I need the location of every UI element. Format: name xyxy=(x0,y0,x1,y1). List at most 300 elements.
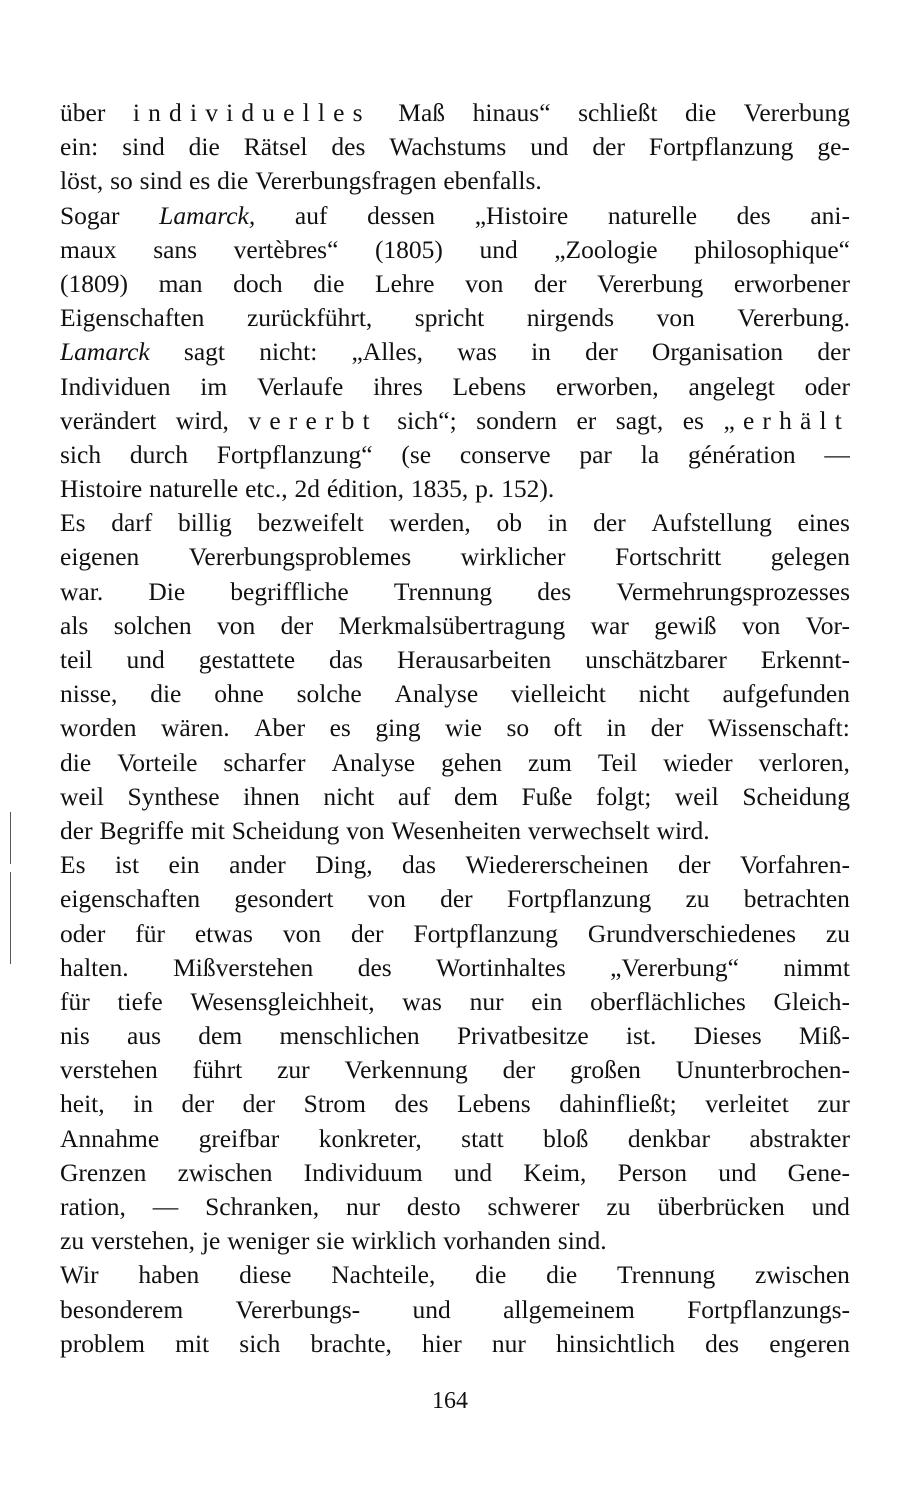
word: Miß- xyxy=(798,1021,850,1051)
word: Fortpflanzung“ xyxy=(216,439,373,469)
word: Fortschritt xyxy=(614,542,722,572)
word: Ununterbrochen- xyxy=(675,1055,850,1085)
text-line xyxy=(60,404,850,438)
word: zu xyxy=(685,884,710,914)
word: verändert xyxy=(60,405,157,435)
word: der xyxy=(650,713,684,743)
word: die xyxy=(546,1260,578,1290)
word: aus xyxy=(127,1021,162,1051)
word: eigenschaften xyxy=(60,884,201,914)
word: Wesensgleichheit, xyxy=(190,986,375,1016)
word: conserve xyxy=(459,439,551,469)
word: Fortpflanzung xyxy=(506,884,652,914)
word: des xyxy=(394,1089,429,1119)
word: Privatbesitze xyxy=(456,1021,589,1051)
word: oberflächliches xyxy=(590,986,746,1016)
word: billig xyxy=(177,508,232,538)
word: ein: xyxy=(60,132,99,162)
word: ist. xyxy=(625,1021,657,1051)
word: halten. xyxy=(60,952,129,982)
word: sagt, xyxy=(615,405,664,435)
word: ein xyxy=(168,850,200,880)
word: Trennung xyxy=(393,576,493,606)
word: der xyxy=(242,1089,276,1119)
word: Keim, xyxy=(523,1157,587,1187)
word: gewiß xyxy=(654,610,717,640)
word: Scheidung xyxy=(742,781,850,811)
word: ani- xyxy=(810,200,850,230)
word: Merkmalsübertragung xyxy=(338,610,566,640)
text-line xyxy=(60,951,850,985)
word: nicht xyxy=(323,781,375,811)
word: verstehen xyxy=(60,1055,158,1085)
word: Annahme xyxy=(60,1123,160,1153)
word: vertèbres“ xyxy=(233,234,339,264)
word: Maß xyxy=(398,98,446,127)
word: Gleich- xyxy=(773,986,850,1016)
word: nis xyxy=(60,1021,90,1051)
word: der xyxy=(502,1055,536,1085)
text-line xyxy=(60,677,850,711)
word: oft xyxy=(553,713,582,743)
word: naturelle xyxy=(607,200,698,230)
word: weil xyxy=(674,781,719,811)
word: Analyse xyxy=(394,679,479,709)
word: der xyxy=(585,337,618,367)
word: des xyxy=(357,952,392,982)
word: verwechselt xyxy=(527,815,650,845)
word: Fortpflanzungs- xyxy=(687,1294,850,1324)
word: Verkennung xyxy=(344,1055,468,1085)
word: erworben, xyxy=(555,371,659,401)
word: 152). xyxy=(501,474,555,504)
text-line xyxy=(60,199,850,233)
word: zwischen xyxy=(755,1260,850,1290)
word: weil xyxy=(60,781,104,811)
word: abstrakter xyxy=(749,1123,850,1153)
word: es xyxy=(682,405,704,435)
word: hinaus“ xyxy=(472,98,551,127)
word: problem xyxy=(60,1328,145,1358)
word: zum xyxy=(527,747,572,777)
word: im xyxy=(200,371,228,401)
word: Analyse xyxy=(331,747,416,777)
text-line xyxy=(60,540,850,574)
word: die xyxy=(313,268,345,298)
text-line xyxy=(60,814,850,848)
word: in xyxy=(547,508,568,538)
word: (se xyxy=(401,439,432,469)
word: die xyxy=(150,679,182,709)
word: bloß xyxy=(543,1123,589,1153)
word: nirgends xyxy=(526,303,615,333)
word: desto xyxy=(406,1192,461,1221)
word: greifbar xyxy=(198,1123,280,1153)
word: Individuen xyxy=(60,371,171,401)
word: er xyxy=(576,405,597,435)
word: ge- xyxy=(817,132,850,162)
word: sind. xyxy=(557,1226,607,1256)
word: war. xyxy=(60,576,104,606)
word: der xyxy=(280,610,314,640)
word: schließt xyxy=(578,98,658,127)
margin-pencil-mark xyxy=(10,812,11,864)
word: Wortinhaltes xyxy=(436,952,566,982)
word: Lebens xyxy=(457,1089,531,1119)
word: Organisation xyxy=(651,337,784,367)
text-line xyxy=(60,1190,850,1224)
word: über xyxy=(60,98,106,127)
word: des xyxy=(537,576,572,606)
word: Aber xyxy=(254,713,306,743)
word: in xyxy=(133,1089,153,1119)
word: Synthese xyxy=(127,781,220,811)
word: löst, xyxy=(60,166,104,196)
word: sind xyxy=(139,166,183,196)
word: par xyxy=(579,439,612,469)
text-line xyxy=(60,1327,850,1361)
word: heit, xyxy=(60,1089,105,1119)
word: dahinfließt; xyxy=(559,1089,677,1119)
word: nur xyxy=(345,1192,380,1221)
word: dessen xyxy=(367,200,436,230)
text-line xyxy=(60,1258,850,1292)
word: durch xyxy=(129,439,188,469)
word: begriffliche xyxy=(230,576,349,606)
word: ein xyxy=(531,986,563,1016)
word: menschlichen xyxy=(279,1021,420,1051)
word: „Alles, xyxy=(351,337,424,367)
word: des xyxy=(736,200,771,230)
word: sondern xyxy=(476,405,557,435)
word: Herausarbeiten xyxy=(396,645,552,674)
word: sind xyxy=(122,132,165,162)
word: auf xyxy=(397,781,431,811)
word: Sogar xyxy=(60,200,120,230)
word: Wesenheiten xyxy=(391,815,522,845)
word: es xyxy=(329,713,351,743)
word: wieder xyxy=(663,747,733,777)
text-line xyxy=(60,780,850,814)
word: statt xyxy=(461,1123,504,1153)
word: von xyxy=(346,815,385,845)
word: Fuße xyxy=(521,781,573,811)
word: schwerer xyxy=(487,1192,580,1221)
word: und xyxy=(530,132,569,162)
word: Grenzen xyxy=(60,1157,147,1187)
word: werden, xyxy=(389,508,471,538)
word: der xyxy=(350,918,384,948)
text-line xyxy=(60,575,850,609)
word: maux xyxy=(60,234,117,264)
word: was xyxy=(402,986,442,1016)
word: für xyxy=(60,986,90,1016)
italic-word: Lamarck xyxy=(60,337,150,367)
word: gesondert xyxy=(234,884,334,914)
word: Verlaufe xyxy=(257,371,344,401)
spaced-word: vererbt xyxy=(248,405,378,435)
text-line xyxy=(60,130,850,164)
word: Individuum xyxy=(303,1157,423,1187)
word: zur xyxy=(277,1055,310,1085)
word: — xyxy=(152,1192,179,1221)
text-line xyxy=(60,472,850,506)
word: doch xyxy=(233,268,283,298)
text-line xyxy=(60,1053,850,1087)
word: Es xyxy=(60,508,86,538)
word: von xyxy=(741,610,781,640)
word: betrachten xyxy=(743,884,850,914)
text-line xyxy=(60,1156,850,1190)
word: zwischen xyxy=(177,1157,273,1187)
text-line xyxy=(60,711,850,745)
word: großen xyxy=(570,1055,641,1085)
text-line xyxy=(60,643,850,677)
word: wirklich xyxy=(351,1226,437,1256)
word: ist xyxy=(114,850,140,880)
word: édition, xyxy=(326,474,405,504)
word: für xyxy=(135,918,165,948)
word: hier xyxy=(422,1328,462,1358)
word: brachte, xyxy=(310,1328,392,1358)
word: Vererbungsfragen xyxy=(255,166,437,196)
word: konkreter, xyxy=(318,1123,422,1153)
word: und xyxy=(412,1294,451,1324)
word: der xyxy=(677,850,711,880)
word: Vererbung xyxy=(597,268,704,298)
word: unschätzbarer xyxy=(585,645,727,674)
word: Trennung xyxy=(617,1260,716,1290)
word: des xyxy=(331,132,366,162)
word: bezweifelt xyxy=(257,508,364,538)
word: dem xyxy=(198,1021,243,1051)
word: wird. xyxy=(656,815,710,845)
word: Vorfahren- xyxy=(740,850,850,880)
text-line xyxy=(60,882,850,916)
word: und xyxy=(718,1157,757,1187)
word: gelegen xyxy=(770,542,850,572)
word: Wissenschaft: xyxy=(707,713,850,743)
word: Wachstums xyxy=(389,132,507,162)
word: oder xyxy=(60,918,106,948)
word: vorhanden xyxy=(443,1226,551,1256)
word: Es xyxy=(60,850,86,880)
word: überbrücken xyxy=(657,1192,785,1221)
word: sich xyxy=(60,439,102,469)
word: sie xyxy=(316,1226,345,1256)
word: führt xyxy=(192,1055,243,1085)
word: Scheidung xyxy=(231,815,340,845)
word: die xyxy=(475,1260,507,1290)
word: zu xyxy=(60,1226,85,1256)
word: angelegt xyxy=(688,371,775,401)
text-line xyxy=(60,1122,850,1156)
word: der xyxy=(817,337,850,367)
word: die xyxy=(685,98,717,127)
word: man xyxy=(158,268,203,298)
word: tiefe xyxy=(117,986,163,1016)
word: in xyxy=(531,337,551,367)
word: ander xyxy=(229,850,286,880)
word: verstehen, xyxy=(90,1226,196,1256)
word: oder xyxy=(804,371,850,401)
word: verleitet xyxy=(705,1089,789,1119)
word: eines xyxy=(797,508,850,538)
word: und xyxy=(126,645,165,674)
word: der xyxy=(440,884,473,914)
word: etc., xyxy=(245,474,288,504)
word: Die xyxy=(148,576,186,606)
word: die xyxy=(217,166,249,196)
word: Rätsel xyxy=(243,132,308,162)
word: Begriffe xyxy=(99,815,184,845)
word: sich xyxy=(239,1328,281,1358)
word: Vererbung. xyxy=(737,303,850,333)
word: wären. xyxy=(160,713,230,743)
word: nimmt xyxy=(783,952,850,982)
word: vielleicht xyxy=(510,679,606,709)
word: so xyxy=(110,166,133,196)
word: und xyxy=(453,1157,493,1187)
word: es xyxy=(189,166,211,196)
word: Strom xyxy=(303,1089,366,1119)
word: nisse, xyxy=(60,679,118,709)
word: ebenfalls. xyxy=(443,166,542,196)
text-line xyxy=(60,1224,850,1258)
word: nicht xyxy=(638,679,690,709)
word: gehen xyxy=(441,747,502,777)
word: Wiedererscheinen xyxy=(465,850,649,880)
word: sich“; xyxy=(397,405,457,435)
text-line xyxy=(60,746,850,780)
text-line xyxy=(60,370,850,404)
word: Vererbungsproblemes xyxy=(188,542,412,572)
word: Person xyxy=(617,1157,687,1187)
word: wirklicher xyxy=(460,542,566,572)
word: spricht xyxy=(414,303,485,333)
word: der xyxy=(533,268,567,298)
word: hinsichtlich xyxy=(555,1328,675,1358)
word: „Vererbung“ xyxy=(610,952,739,982)
word: auf xyxy=(294,200,328,230)
word: von xyxy=(465,268,504,298)
word: Eigenschaften xyxy=(60,303,205,333)
word: ihnen xyxy=(243,781,300,811)
word: zu xyxy=(825,918,850,948)
word: Mißverstehen xyxy=(173,952,314,982)
word: naturelle xyxy=(149,474,239,504)
word: diese xyxy=(239,1260,292,1290)
word: génération xyxy=(687,439,796,469)
word: Vor- xyxy=(805,610,850,640)
word: verloren, xyxy=(758,747,850,777)
word: Nachteile, xyxy=(331,1260,436,1290)
text-line xyxy=(60,267,850,301)
word: zu xyxy=(606,1192,631,1221)
text-line xyxy=(60,233,850,267)
spaced-word: „erhält xyxy=(723,405,850,435)
word: zur xyxy=(817,1089,850,1119)
word: von xyxy=(282,918,322,948)
text-line xyxy=(60,1087,850,1121)
text-line xyxy=(60,848,850,882)
word: sagt xyxy=(183,337,225,367)
word: Vererbungs- xyxy=(235,1294,361,1324)
margin-pencil-mark xyxy=(10,872,11,964)
word: p. xyxy=(475,474,495,504)
word: Histoire xyxy=(60,474,143,504)
word: Teil xyxy=(597,747,638,777)
word: Erkennt- xyxy=(760,645,850,674)
word: teil xyxy=(60,645,93,674)
italic-word: Lamarck, xyxy=(159,200,256,230)
word: Grundverschiedenes xyxy=(587,918,797,948)
word: Lebens xyxy=(452,371,527,401)
word: philosophique“ xyxy=(694,234,850,264)
word: darf xyxy=(111,508,153,538)
spaced-word: individuelles xyxy=(132,98,371,127)
text-line xyxy=(60,335,850,369)
word: der xyxy=(592,132,625,162)
word: weniger xyxy=(227,1226,310,1256)
word: von xyxy=(217,610,256,640)
word: und xyxy=(811,1192,850,1221)
word: in xyxy=(606,713,627,743)
word: Vorteile xyxy=(117,747,198,777)
word: Wir xyxy=(60,1260,99,1290)
word: (1805) xyxy=(374,234,443,264)
text-line xyxy=(60,1019,850,1053)
word: nicht: xyxy=(259,337,318,367)
word: war xyxy=(590,610,629,640)
word: Lehre xyxy=(375,268,435,298)
word: von xyxy=(367,884,406,914)
word: was xyxy=(457,337,497,367)
word: der xyxy=(60,815,93,845)
text-line xyxy=(60,1293,850,1327)
word: — xyxy=(824,439,850,469)
word: ging xyxy=(375,713,421,743)
word: Schranken, xyxy=(205,1192,320,1221)
word: solchen xyxy=(113,610,192,640)
word: die xyxy=(188,132,220,162)
text-line xyxy=(60,438,850,472)
word: erworbener xyxy=(733,268,850,298)
word: das xyxy=(328,645,363,674)
text-line xyxy=(60,985,850,1019)
word: Gene- xyxy=(787,1157,850,1187)
word: der xyxy=(593,508,626,538)
word: des xyxy=(705,1328,740,1358)
word: Fortpflanzung xyxy=(648,132,794,162)
word: folgt; xyxy=(596,781,652,811)
word: sans xyxy=(153,234,198,264)
word: ob xyxy=(496,508,522,538)
text-line xyxy=(60,917,850,951)
text-line xyxy=(60,609,850,643)
page-number: 164 xyxy=(432,1388,468,1414)
word: Dieses xyxy=(693,1021,762,1051)
word: je xyxy=(201,1226,221,1256)
word: wird, xyxy=(175,405,229,435)
word: mit xyxy=(190,815,225,845)
word: „Histoire xyxy=(474,200,569,230)
word: von xyxy=(656,303,695,333)
text-line xyxy=(60,164,850,198)
word: scharfer xyxy=(223,747,306,777)
word: und xyxy=(479,234,518,264)
word: dem xyxy=(454,781,498,811)
